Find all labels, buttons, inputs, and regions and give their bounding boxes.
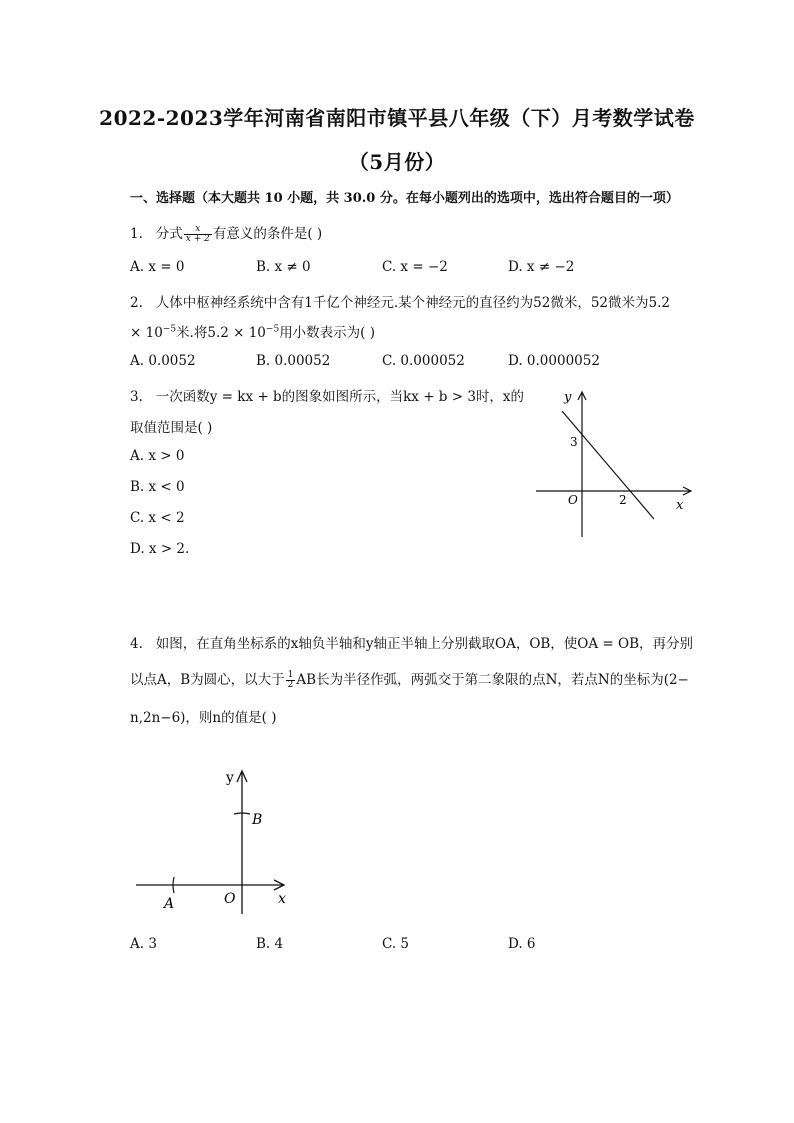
fraction <box>184 225 212 244</box>
question-text: 米.将5.2 × 10 <box>176 325 266 341</box>
option-a[interactable]: A. x = 0 <box>130 259 185 275</box>
question-text: 以点A，B为圆心，以大于 <box>130 672 285 688</box>
question-text: 用小数表示为( ) <box>279 325 376 341</box>
option-a[interactable]: A. 0.0052 <box>130 353 196 369</box>
option-d[interactable]: D. 0.0000052 <box>508 353 600 369</box>
question-4 <box>130 632 693 652</box>
point-a-label: A <box>164 896 175 912</box>
option-c[interactable]: C. x = −2 <box>382 259 448 275</box>
option-a[interactable]: A. 3 <box>130 936 157 952</box>
fraction-denominator: x + 2 <box>185 234 210 244</box>
fraction-denominator: 2 <box>287 680 294 690</box>
x-axis-label: x <box>676 498 684 513</box>
question-text: 有意义的条件是( ) <box>212 226 323 242</box>
option-b[interactable]: B. x ≠ 0 <box>256 259 311 275</box>
exponent: −5 <box>265 324 280 335</box>
question-3 <box>130 385 524 405</box>
point-b-label: B <box>252 812 263 828</box>
question-3-line2: 取值范围是( ) <box>130 420 213 436</box>
y-axis-label: y <box>226 770 234 786</box>
origin-label: O <box>568 493 578 507</box>
option-d[interactable]: D. 6 <box>508 936 536 952</box>
question-number: 2. <box>130 295 143 311</box>
coordinate-graph <box>128 762 308 922</box>
linear-function-graph <box>530 385 700 545</box>
question-4-line2 <box>130 668 689 690</box>
question-2-line2 <box>130 321 375 341</box>
question-text: AB长为半径作弧，两弧交于第二象限的点N，若点N的坐标为(2− <box>296 672 689 688</box>
question-2 <box>130 291 670 311</box>
x-axis-label: x <box>278 891 286 907</box>
question-text: 如图，在直角坐标系的x轴负半轴和y轴正半轴上分别截取OA，OB，使OA = OB，再分别 <box>155 636 694 652</box>
y-intercept-label: 3 <box>570 435 578 449</box>
option-b[interactable]: B. 4 <box>256 936 284 952</box>
question-number: 3. <box>130 389 143 405</box>
x-intercept-label: 2 <box>619 493 627 507</box>
question-text: × 10 <box>130 325 163 341</box>
option-d[interactable]: D. x > 2. <box>130 541 190 557</box>
option-c[interactable]: C. 5 <box>382 936 410 952</box>
exponent: −5 <box>162 324 177 335</box>
question-text: 一次函数y = kx + b的图象如图所示，当kx + b > 3时，x的 <box>155 389 525 405</box>
fraction-numerator: x <box>184 225 212 235</box>
fraction <box>286 671 296 690</box>
question-number: 4. <box>130 636 143 652</box>
question-text: 人体中枢神经系统中含有1千亿个神经元.某个神经元的直径约为52微米，52微米为5.2 <box>155 295 670 311</box>
question-4-line3: n,2n−6)，则n的值是( ) <box>130 710 277 726</box>
option-a[interactable]: A. x > 0 <box>130 448 185 464</box>
option-d[interactable]: D. x ≠ −2 <box>508 259 575 275</box>
y-axis-label: y <box>564 390 572 405</box>
question-number: 1. <box>130 226 143 242</box>
option-b[interactable]: B. x < 0 <box>130 479 185 495</box>
option-c[interactable]: C. x < 2 <box>130 510 185 526</box>
exam-title-line1: 2022-2023学年河南省南阳市镇平县八年级（下）月考数学试卷 <box>99 106 695 130</box>
fraction-numerator: 1 <box>287 670 294 680</box>
question-text: 分式 <box>155 226 183 242</box>
exam-title-line2: （5月份） <box>348 150 446 174</box>
option-b[interactable]: B. 0.00052 <box>256 353 331 369</box>
origin-label: O <box>224 891 236 907</box>
option-c[interactable]: C. 0.000052 <box>382 353 465 369</box>
section-header: 一、选择题（本大题共 10 小题，共 30.0 分。在每小题列出的选项中，选出符合题目的一项） <box>130 191 679 206</box>
question-1 <box>130 222 322 244</box>
